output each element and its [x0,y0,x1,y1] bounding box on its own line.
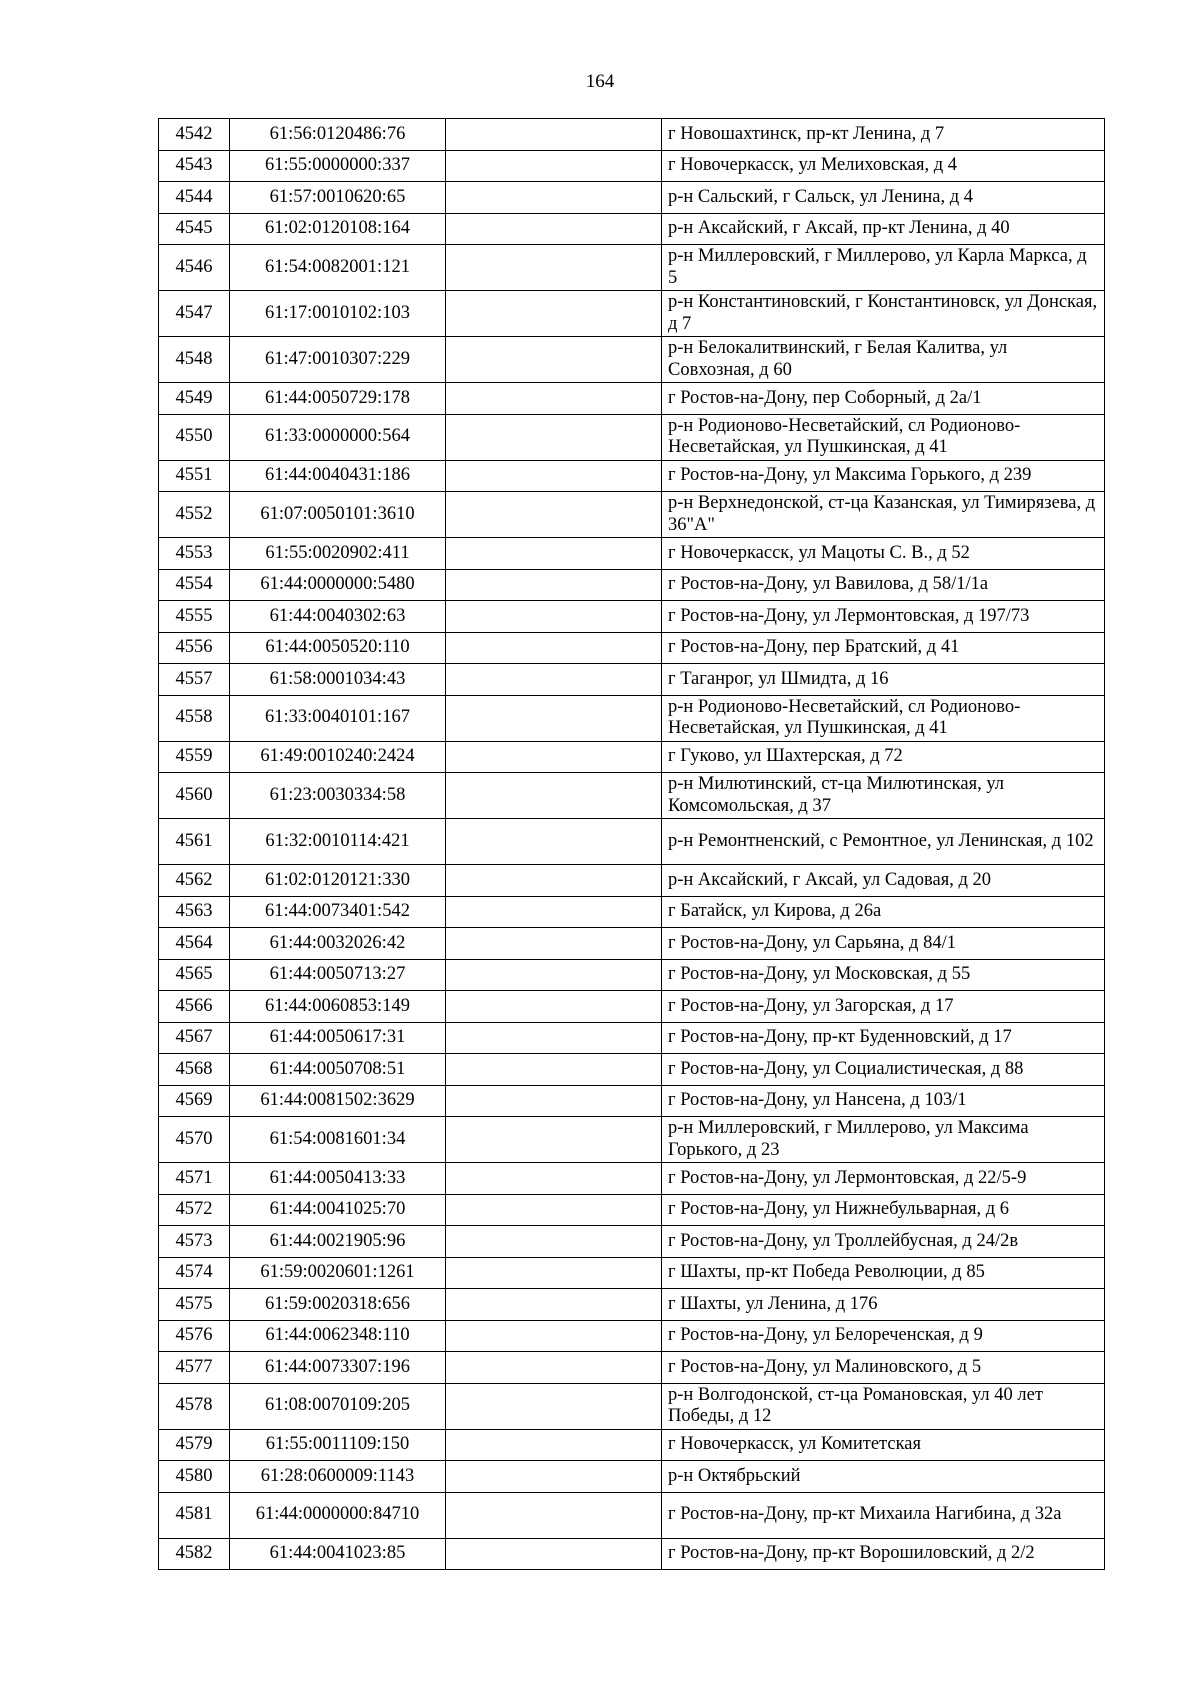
cadastral-number-cell: 61:02:0120108:164 [230,213,446,245]
table-row [159,1352,1105,1384]
row-number-cell: 4555 [159,601,230,633]
table-row [159,1163,1105,1195]
table-row [159,1538,1105,1570]
row-number-cell: 4545 [159,213,230,245]
empty-cell [446,773,662,819]
row-number-cell: 4570 [159,1117,230,1163]
table-row [159,1226,1105,1258]
empty-cell [446,664,662,696]
address-cell: г Ростов-на-Дону, ул Малиновского, д 5 [662,1352,1105,1384]
empty-cell [446,337,662,383]
row-number-cell: 4582 [159,1538,230,1570]
cadastral-number-cell: 61:44:0073307:196 [230,1352,446,1384]
address-cell: г Новочеркасск, ул Мацоты С. В., д 52 [662,538,1105,570]
address-cell: р-н Октябрьский [662,1461,1105,1493]
registry-table-body [159,119,1105,1570]
empty-cell [446,1383,662,1429]
table-row [159,460,1105,492]
table-row [159,896,1105,928]
table-row [159,119,1105,151]
table-row [159,741,1105,773]
row-number-cell: 4543 [159,150,230,182]
empty-cell [446,383,662,415]
address-cell: р-н Ремонтненский, с Ремонтное, ул Ленинская, д 102 [662,819,1105,865]
table-row [159,1429,1105,1461]
row-number-cell: 4559 [159,741,230,773]
empty-cell [446,1194,662,1226]
empty-cell [446,819,662,865]
cadastral-number-cell: 61:44:0032026:42 [230,928,446,960]
row-number-cell: 4546 [159,245,230,291]
address-cell: р-н Верхнедонской, ст-ца Казанская, ул Тимирязева, д 36"А" [662,492,1105,538]
cadastral-number-cell: 61:44:0000000:84710 [230,1492,446,1538]
cadastral-number-cell: 61:55:0020902:411 [230,538,446,570]
address-cell: г Ростов-на-Дону, пер Братский, д 41 [662,632,1105,664]
cadastral-number-cell: 61:44:0040431:186 [230,460,446,492]
address-cell: г Ростов-на-Дону, пр-кт Буденновский, д 17 [662,1022,1105,1054]
address-cell: г Ростов-на-Дону, ул Сарьяна, д 84/1 [662,928,1105,960]
row-number-cell: 4581 [159,1492,230,1538]
empty-cell [446,1492,662,1538]
cadastral-number-cell: 61:54:0081601:34 [230,1117,446,1163]
cadastral-number-cell: 61:49:0010240:2424 [230,741,446,773]
table-row [159,150,1105,182]
cadastral-number-cell: 61:44:0041023:85 [230,1538,446,1570]
table-row [159,569,1105,601]
address-cell: р-н Сальский, г Сальск, ул Ленина, д 4 [662,182,1105,214]
table-row [159,182,1105,214]
row-number-cell: 4562 [159,865,230,897]
table-row [159,601,1105,633]
table-row [159,492,1105,538]
row-number-cell: 4574 [159,1257,230,1289]
table-row [159,213,1105,245]
address-cell: г Ростов-на-Дону, ул Лермонтовская, д 197/73 [662,601,1105,633]
row-number-cell: 4557 [159,664,230,696]
table-row [159,1320,1105,1352]
address-cell: г Новочеркасск, ул Комитетская [662,1429,1105,1461]
cadastral-number-cell: 61:44:0050413:33 [230,1163,446,1195]
empty-cell [446,928,662,960]
address-cell: г Ростов-на-Дону, ул Максима Горького, д 239 [662,460,1105,492]
cadastral-number-cell: 61:08:0070109:205 [230,1383,446,1429]
cadastral-number-cell: 61:55:0011109:150 [230,1429,446,1461]
empty-cell [446,414,662,460]
cadastral-number-cell: 61:02:0120121:330 [230,865,446,897]
address-cell: р-н Белокалитвинский, г Белая Калитва, ул Совхозная, д 60 [662,337,1105,383]
row-number-cell: 4542 [159,119,230,151]
empty-cell [446,1163,662,1195]
table-row [159,1257,1105,1289]
empty-cell [446,896,662,928]
cadastral-number-cell: 61:47:0010307:229 [230,337,446,383]
row-number-cell: 4549 [159,383,230,415]
cadastral-number-cell: 61:33:0000000:564 [230,414,446,460]
empty-cell [446,1054,662,1086]
row-number-cell: 4569 [159,1085,230,1117]
empty-cell [446,1117,662,1163]
empty-cell [446,601,662,633]
row-number-cell: 4578 [159,1383,230,1429]
row-number-cell: 4576 [159,1320,230,1352]
table-row [159,383,1105,415]
table-row [159,1054,1105,1086]
cadastral-number-cell: 61:44:0062348:110 [230,1320,446,1352]
cadastral-number-cell: 61:44:0073401:542 [230,896,446,928]
cadastral-number-cell: 61:57:0010620:65 [230,182,446,214]
row-number-cell: 4580 [159,1461,230,1493]
row-number-cell: 4561 [159,819,230,865]
table-row [159,245,1105,291]
cadastral-number-cell: 61:28:0600009:1143 [230,1461,446,1493]
cadastral-number-cell: 61:33:0040101:167 [230,695,446,741]
empty-cell [446,119,662,151]
empty-cell [446,632,662,664]
row-number-cell: 4556 [159,632,230,664]
row-number-cell: 4551 [159,460,230,492]
row-number-cell: 4568 [159,1054,230,1086]
cadastral-number-cell: 61:44:0060853:149 [230,991,446,1023]
address-cell: г Новочеркасск, ул Мелиховская, д 4 [662,150,1105,182]
address-cell: р-н Милютинский, ст-ца Милютинская, ул Комсомольская, д 37 [662,773,1105,819]
empty-cell [446,182,662,214]
table-row [159,1461,1105,1493]
address-cell: р-н Миллеровский, г Миллерово, ул Карла Маркса, д 5 [662,245,1105,291]
address-cell: г Ростов-на-Дону, ул Белореченская, д 9 [662,1320,1105,1352]
address-cell: г Шахты, ул Ленина, д 176 [662,1289,1105,1321]
address-cell: г Шахты, пр-кт Победа Революции, д 85 [662,1257,1105,1289]
address-cell: г Гуково, ул Шахтерская, д 72 [662,741,1105,773]
empty-cell [446,569,662,601]
table-row [159,819,1105,865]
empty-cell [446,1085,662,1117]
table-row [159,632,1105,664]
cadastral-number-cell: 61:58:0001034:43 [230,664,446,696]
cadastral-number-cell: 61:44:0081502:3629 [230,1085,446,1117]
table-row [159,695,1105,741]
address-cell: г Батайск, ул Кирова, д 26а [662,896,1105,928]
row-number-cell: 4552 [159,492,230,538]
empty-cell [446,1226,662,1258]
table-row [159,1492,1105,1538]
registry-table [158,118,1105,1570]
row-number-cell: 4560 [159,773,230,819]
cadastral-number-cell: 61:23:0030334:58 [230,773,446,819]
empty-cell [446,1538,662,1570]
address-cell: р-н Родионово-Несветайский, сл Родионово-Несветайская, ул Пушкинская, д 41 [662,695,1105,741]
address-cell: р-н Родионово-Несветайский, сл Родионово-Несветайская, ул Пушкинская, д 41 [662,414,1105,460]
cadastral-number-cell: 61:55:0000000:337 [230,150,446,182]
row-number-cell: 4564 [159,928,230,960]
table-row [159,1117,1105,1163]
cadastral-number-cell: 61:17:0010102:103 [230,291,446,337]
row-number-cell: 4571 [159,1163,230,1195]
table-row [159,1194,1105,1226]
table-row [159,1289,1105,1321]
table-row [159,928,1105,960]
cadastral-number-cell: 61:44:0050708:51 [230,1054,446,1086]
cadastral-number-cell: 61:44:0050729:178 [230,383,446,415]
address-cell: г Ростов-на-Дону, ул Вавилова, д 58/1/1а [662,569,1105,601]
row-number-cell: 4553 [159,538,230,570]
cadastral-number-cell: 61:32:0010114:421 [230,819,446,865]
empty-cell [446,213,662,245]
cadastral-number-cell: 61:44:0050713:27 [230,959,446,991]
cadastral-number-cell: 61:44:0050520:110 [230,632,446,664]
address-cell: г Ростов-на-Дону, ул Загорская, д 17 [662,991,1105,1023]
empty-cell [446,865,662,897]
address-cell: г Ростов-на-Дону, ул Лермонтовская, д 22/5-9 [662,1163,1105,1195]
table-row [159,1022,1105,1054]
empty-cell [446,741,662,773]
row-number-cell: 4547 [159,291,230,337]
table-row [159,773,1105,819]
table-row [159,991,1105,1023]
address-cell: р-н Миллеровский, г Миллерово, ул Максима Горького, д 23 [662,1117,1105,1163]
address-cell: г Ростов-на-Дону, пр-кт Ворошиловский, д 2/2 [662,1538,1105,1570]
table-row [159,1085,1105,1117]
table-row [159,414,1105,460]
address-cell: р-н Аксайский, г Аксай, ул Садовая, д 20 [662,865,1105,897]
empty-cell [446,245,662,291]
address-cell: г Ростов-на-Дону, ул Нансена, д 103/1 [662,1085,1105,1117]
row-number-cell: 4563 [159,896,230,928]
address-cell: р-н Константиновский, г Константиновск, ул Донская, д 7 [662,291,1105,337]
row-number-cell: 4575 [159,1289,230,1321]
empty-cell [446,538,662,570]
cadastral-number-cell: 61:44:0040302:63 [230,601,446,633]
address-cell: г Ростов-на-Дону, ул Нижнебульварная, д 6 [662,1194,1105,1226]
address-cell: р-н Аксайский, г Аксай, пр-кт Ленина, д 40 [662,213,1105,245]
cadastral-number-cell: 61:44:0041025:70 [230,1194,446,1226]
cadastral-number-cell: 61:54:0082001:121 [230,245,446,291]
address-cell: г Ростов-на-Дону, пр-кт Михаила Нагибина, д 32а [662,1492,1105,1538]
empty-cell [446,695,662,741]
address-cell: г Ростов-на-Дону, пер Соборный, д 2а/1 [662,383,1105,415]
empty-cell [446,1461,662,1493]
cadastral-number-cell: 61:07:0050101:3610 [230,492,446,538]
address-cell: г Ростов-на-Дону, ул Социалистическая, д 88 [662,1054,1105,1086]
empty-cell [446,959,662,991]
table-row [159,959,1105,991]
row-number-cell: 4572 [159,1194,230,1226]
table-row [159,664,1105,696]
cadastral-number-cell: 61:44:0021905:96 [230,1226,446,1258]
empty-cell [446,1429,662,1461]
empty-cell [446,1289,662,1321]
table-row [159,538,1105,570]
table-row [159,291,1105,337]
row-number-cell: 4577 [159,1352,230,1384]
empty-cell [446,991,662,1023]
address-cell: г Новошахтинск, пр-кт Ленина, д 7 [662,119,1105,151]
address-cell: р-н Волгодонской, ст-ца Романовская, ул 40 лет Победы, д 12 [662,1383,1105,1429]
cadastral-number-cell: 61:56:0120486:76 [230,119,446,151]
empty-cell [446,1320,662,1352]
row-number-cell: 4558 [159,695,230,741]
empty-cell [446,1352,662,1384]
empty-cell [446,1022,662,1054]
empty-cell [446,492,662,538]
row-number-cell: 4544 [159,182,230,214]
empty-cell [446,1257,662,1289]
empty-cell [446,460,662,492]
cadastral-number-cell: 61:59:0020601:1261 [230,1257,446,1289]
row-number-cell: 4567 [159,1022,230,1054]
address-cell: г Таганрог, ул Шмидта, д 16 [662,664,1105,696]
row-number-cell: 4550 [159,414,230,460]
empty-cell [446,291,662,337]
table-row [159,337,1105,383]
cadastral-number-cell: 61:44:0000000:5480 [230,569,446,601]
table-row [159,865,1105,897]
row-number-cell: 4579 [159,1429,230,1461]
cadastral-number-cell: 61:44:0050617:31 [230,1022,446,1054]
page-number: 164 [585,71,615,92]
address-cell: г Ростов-на-Дону, ул Троллейбусная, д 24/2в [662,1226,1105,1258]
address-cell: г Ростов-на-Дону, ул Московская, д 55 [662,959,1105,991]
row-number-cell: 4565 [159,959,230,991]
row-number-cell: 4548 [159,337,230,383]
row-number-cell: 4573 [159,1226,230,1258]
cadastral-number-cell: 61:59:0020318:656 [230,1289,446,1321]
row-number-cell: 4554 [159,569,230,601]
table-row [159,1383,1105,1429]
row-number-cell: 4566 [159,991,230,1023]
empty-cell [446,150,662,182]
